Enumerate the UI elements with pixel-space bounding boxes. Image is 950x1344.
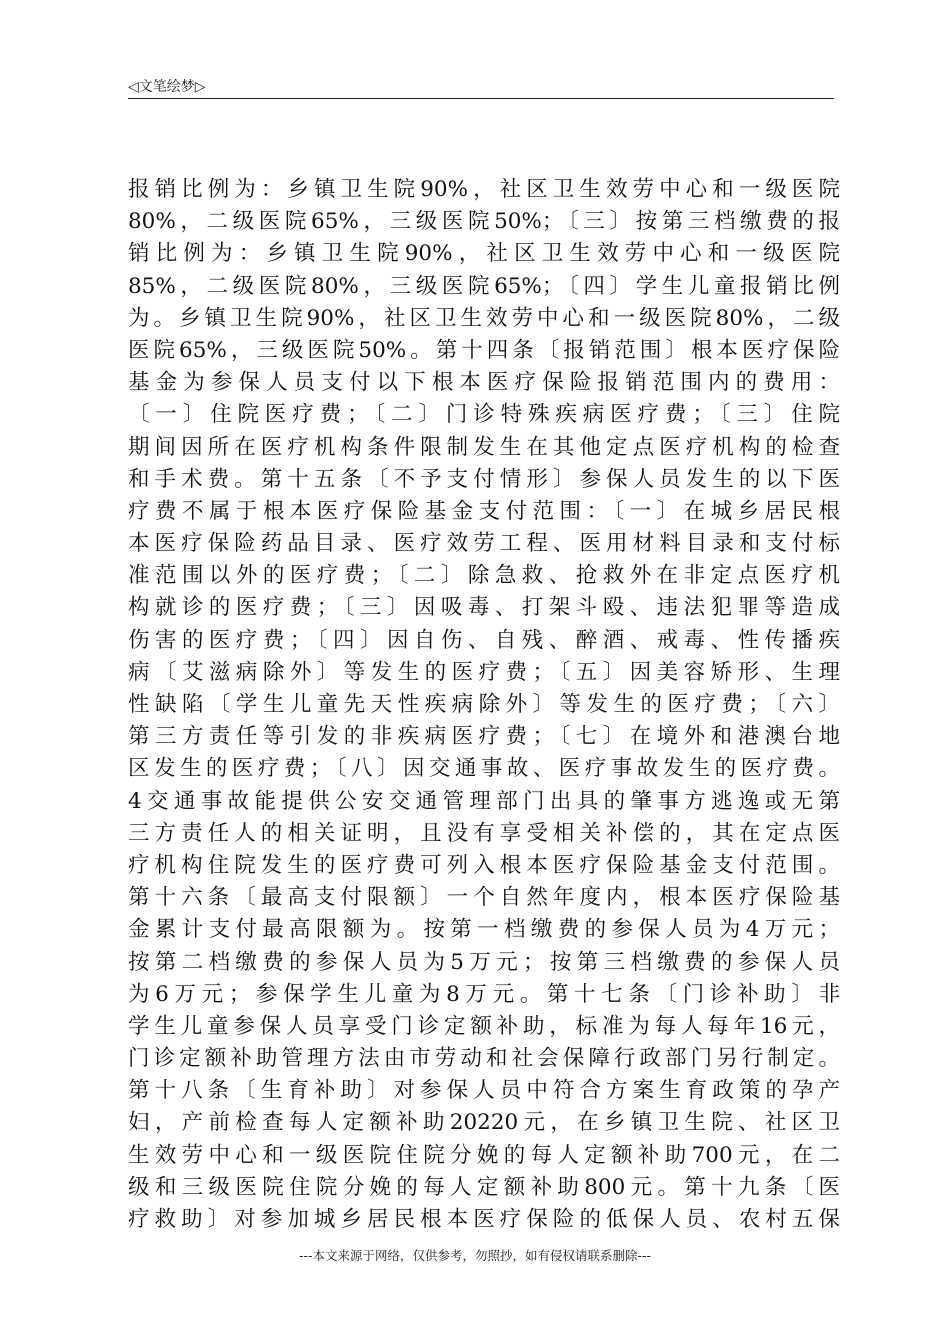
text-line: 级和三级医院住院分娩的每人定额补助800元。第十九条〔医: [128, 1174, 840, 1200]
text-line: 和手术费。第十五条〔不予支付情形〕参保人员发生的以下医: [128, 466, 840, 492]
text-line: 为6万元；参保学生儿童为8万元。第十七条〔门诊补助〕非: [128, 981, 840, 1007]
body-text: [128, 174, 840, 1236]
text-line: 本医疗保险药品目录、医疗效劳工程、医用材料目录和支付标: [128, 531, 840, 557]
text-line: 疗费不属于根本医疗保险基金支付范围：〔一〕在城乡居民根: [128, 498, 840, 524]
text-line: 性缺陷〔学生儿童先天性疾病除外〕等发生的医疗费；〔六〕: [128, 692, 840, 717]
text-line: 准范围以外的医疗费；〔二〕除急救、抢救外在非定点医疗机: [128, 563, 840, 589]
text-line: 85%，二级医院80%，三级医院65%；〔四〕学生儿童报销比例: [128, 273, 840, 299]
page-header: [128, 72, 834, 99]
text-line: 期间因所在医疗机构条件限制发生在其他定点医疗机构的检查: [128, 434, 840, 460]
text-line: 4交通事故能提供公安交通管理部门出具的肇事方逃逸或无第: [128, 788, 840, 814]
text-line: 第三方责任等引发的非疾病医疗费；〔七〕在境外和港澳台地: [128, 724, 840, 750]
text-line: 〔一〕住院医疗费；〔二〕门诊特殊疾病医疗费；〔三〕住院: [128, 402, 840, 428]
text-line: 门诊定额补助管理方法由市劳动和社会保障行政部门另行制定。: [128, 1046, 840, 1072]
text-line: 80%，二级医院65%，三级医院50%；〔三〕按第三档缴费的报: [128, 209, 840, 235]
text-line: 销比例为：乡镇卫生院90%，社区卫生效劳中心和一级医院: [128, 241, 840, 267]
text-line: 构就诊的医疗费；〔三〕因吸毒、打架斗殴、违法犯罪等造成: [128, 595, 840, 621]
text-line: 伤害的医疗费；〔四〕因自伤、自残、醉酒、戒毒、性传播疾: [128, 627, 840, 653]
text-line: 基金为参保人员支付以下根本医疗保险报销范围内的费用：: [128, 370, 840, 396]
text-line: 妇，产前检查每人定额补助20220元，在乡镇卫生院、社区卫: [128, 1110, 840, 1136]
text-line: 金累计支付最高限额为。按第一档缴费的参保人员为4万元；: [128, 917, 840, 943]
text-line: 疗救助〕对参加城乡居民根本医疗保险的低保人员、农村五保: [128, 1207, 840, 1232]
text-line: 按第二档缴费的参保人员为5万元；按第三档缴费的参保人员: [128, 949, 840, 975]
page-footer: ---本文来源于网络，仅供参考，勿照抄，如有侵权请联系删除---: [298, 1248, 652, 1263]
text-line: 第十六条〔最高支付限额〕一个自然年度内，根本医疗保险基: [128, 885, 840, 911]
text-line: 疗机构住院发生的医疗费可列入根本医疗保险基金支付范围。: [128, 852, 840, 878]
text-line: 第十八条〔生育补助〕对参保人员中符合方案生育政策的孕产: [128, 1078, 840, 1104]
text-line: 病〔艾滋病除外〕等发生的医疗费；〔五〕因美容矫形、生理: [128, 659, 840, 685]
text-line: 区发生的医疗费；〔八〕因交通事故、医疗事故发生的医疗费。: [128, 756, 840, 782]
text-line: 三方责任人的相关证明，且没有享受相关补偿的，其在定点医: [128, 820, 840, 846]
text-line: 生效劳中心和一级医院住院分娩的每人定额补助700元，在二: [128, 1142, 840, 1168]
text-line: 医院65%，三级医院50%。第十四条〔报销范围〕根本医疗保险: [128, 337, 840, 363]
text-line: 为。乡镇卫生院90%，社区卫生效劳中心和一级医院80%，二级: [128, 305, 840, 331]
text-line: 学生儿童参保人员享受门诊定额补助，标准为每人每年16元，: [128, 1013, 840, 1039]
header-brand: ◁文笔绘梦▷: [128, 79, 206, 95]
text-line: 报销比例为：乡镇卫生院90%，社区卫生效劳中心和一级医院: [128, 177, 840, 202]
